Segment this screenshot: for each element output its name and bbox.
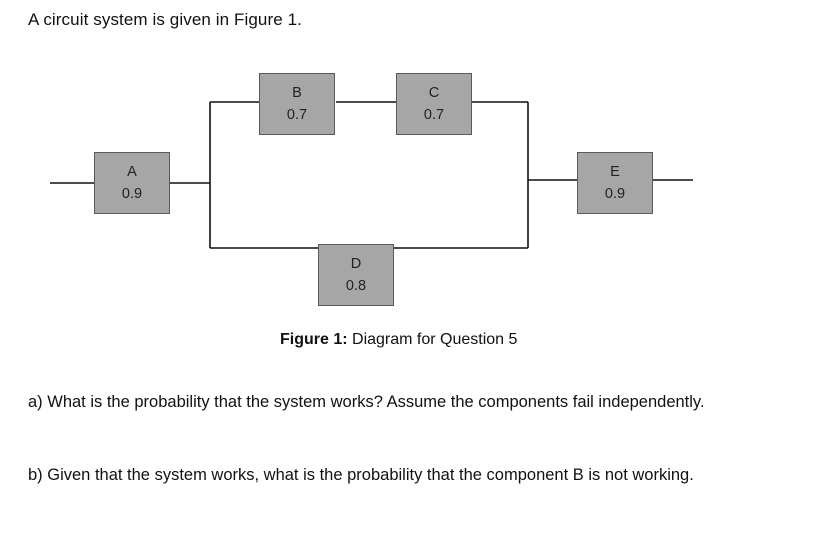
component-d-value: 0.8	[345, 278, 367, 294]
component-a-value: 0.9	[121, 186, 143, 202]
component-c	[396, 73, 472, 135]
component-b	[259, 73, 335, 135]
component-a	[94, 152, 170, 214]
component-d-label: D	[350, 255, 362, 272]
figure-caption-text: Diagram for Question 5	[347, 331, 518, 348]
intro-text: A circuit system is given in Figure 1.	[28, 10, 303, 29]
component-e	[577, 152, 653, 214]
component-e-label: E	[610, 163, 620, 180]
component-b-label: B	[292, 84, 302, 101]
figure-caption	[280, 331, 517, 349]
component-b-value: 0.7	[286, 107, 308, 123]
component-c-value: 0.7	[423, 107, 445, 123]
question-a: a) What is the probability that the system works? Assume the components fail independently.	[28, 393, 705, 411]
figure-caption-bold: Figure 1:	[280, 331, 348, 348]
component-d	[318, 244, 394, 306]
component-a-label: A	[127, 163, 137, 180]
component-e-value: 0.9	[604, 186, 626, 202]
component-c-label: C	[428, 84, 440, 101]
question-b: b) Given that the system works, what is the probability that the component B is not working.	[28, 466, 694, 484]
